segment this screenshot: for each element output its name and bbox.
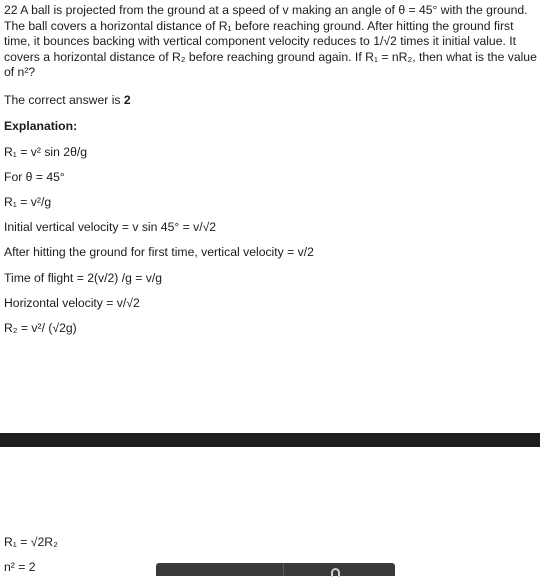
explanation-line-4: Initial vertical velocity = v sin 45° = v/√2 (4, 220, 217, 234)
answer-value: 2 (123, 93, 131, 107)
explanation-line-9: R₁ = √2R₂ (4, 535, 58, 549)
toolbar-separator (283, 563, 284, 576)
answer-line (4, 93, 131, 108)
explanation-line-10: n² = 2 (4, 560, 36, 574)
question-text: 22 A ball is projected from the ground at a speed of v making an angle of θ = 45° with the ground. The ball covers a horizontal distance of R₁ before reaching ground. After hitting the ground first time, it bounces backing with vertical component velocity reduces to 1/√2 times it initial value. It covers a horizontal distance of R₂ before reaching ground again. If R₁ = nR₂, then what is the value of n²? (4, 3, 537, 80)
explanation-heading: Explanation: (4, 119, 78, 133)
page-divider (0, 433, 540, 447)
floating-toolbar[interactable] (156, 563, 395, 576)
explanation-line-2: For θ = 45° (4, 170, 65, 184)
explanation-line-1: R₁ = v² sin 2θ/g (4, 145, 88, 159)
explanation-line-8: R₂ = v²/ (√2g) (4, 321, 77, 335)
explanation-line-3: R₁ = v²/g (4, 195, 52, 209)
explanation-line-7: Horizontal velocity = v/√2 (4, 296, 140, 310)
explanation-line-6: Time of flight = 2(v/2) /g = v/g (4, 271, 163, 285)
answer-prefix: The correct answer is (4, 93, 124, 107)
explanation-line-5: After hitting the ground for first time, vertical velocity = v/2 (4, 245, 314, 259)
